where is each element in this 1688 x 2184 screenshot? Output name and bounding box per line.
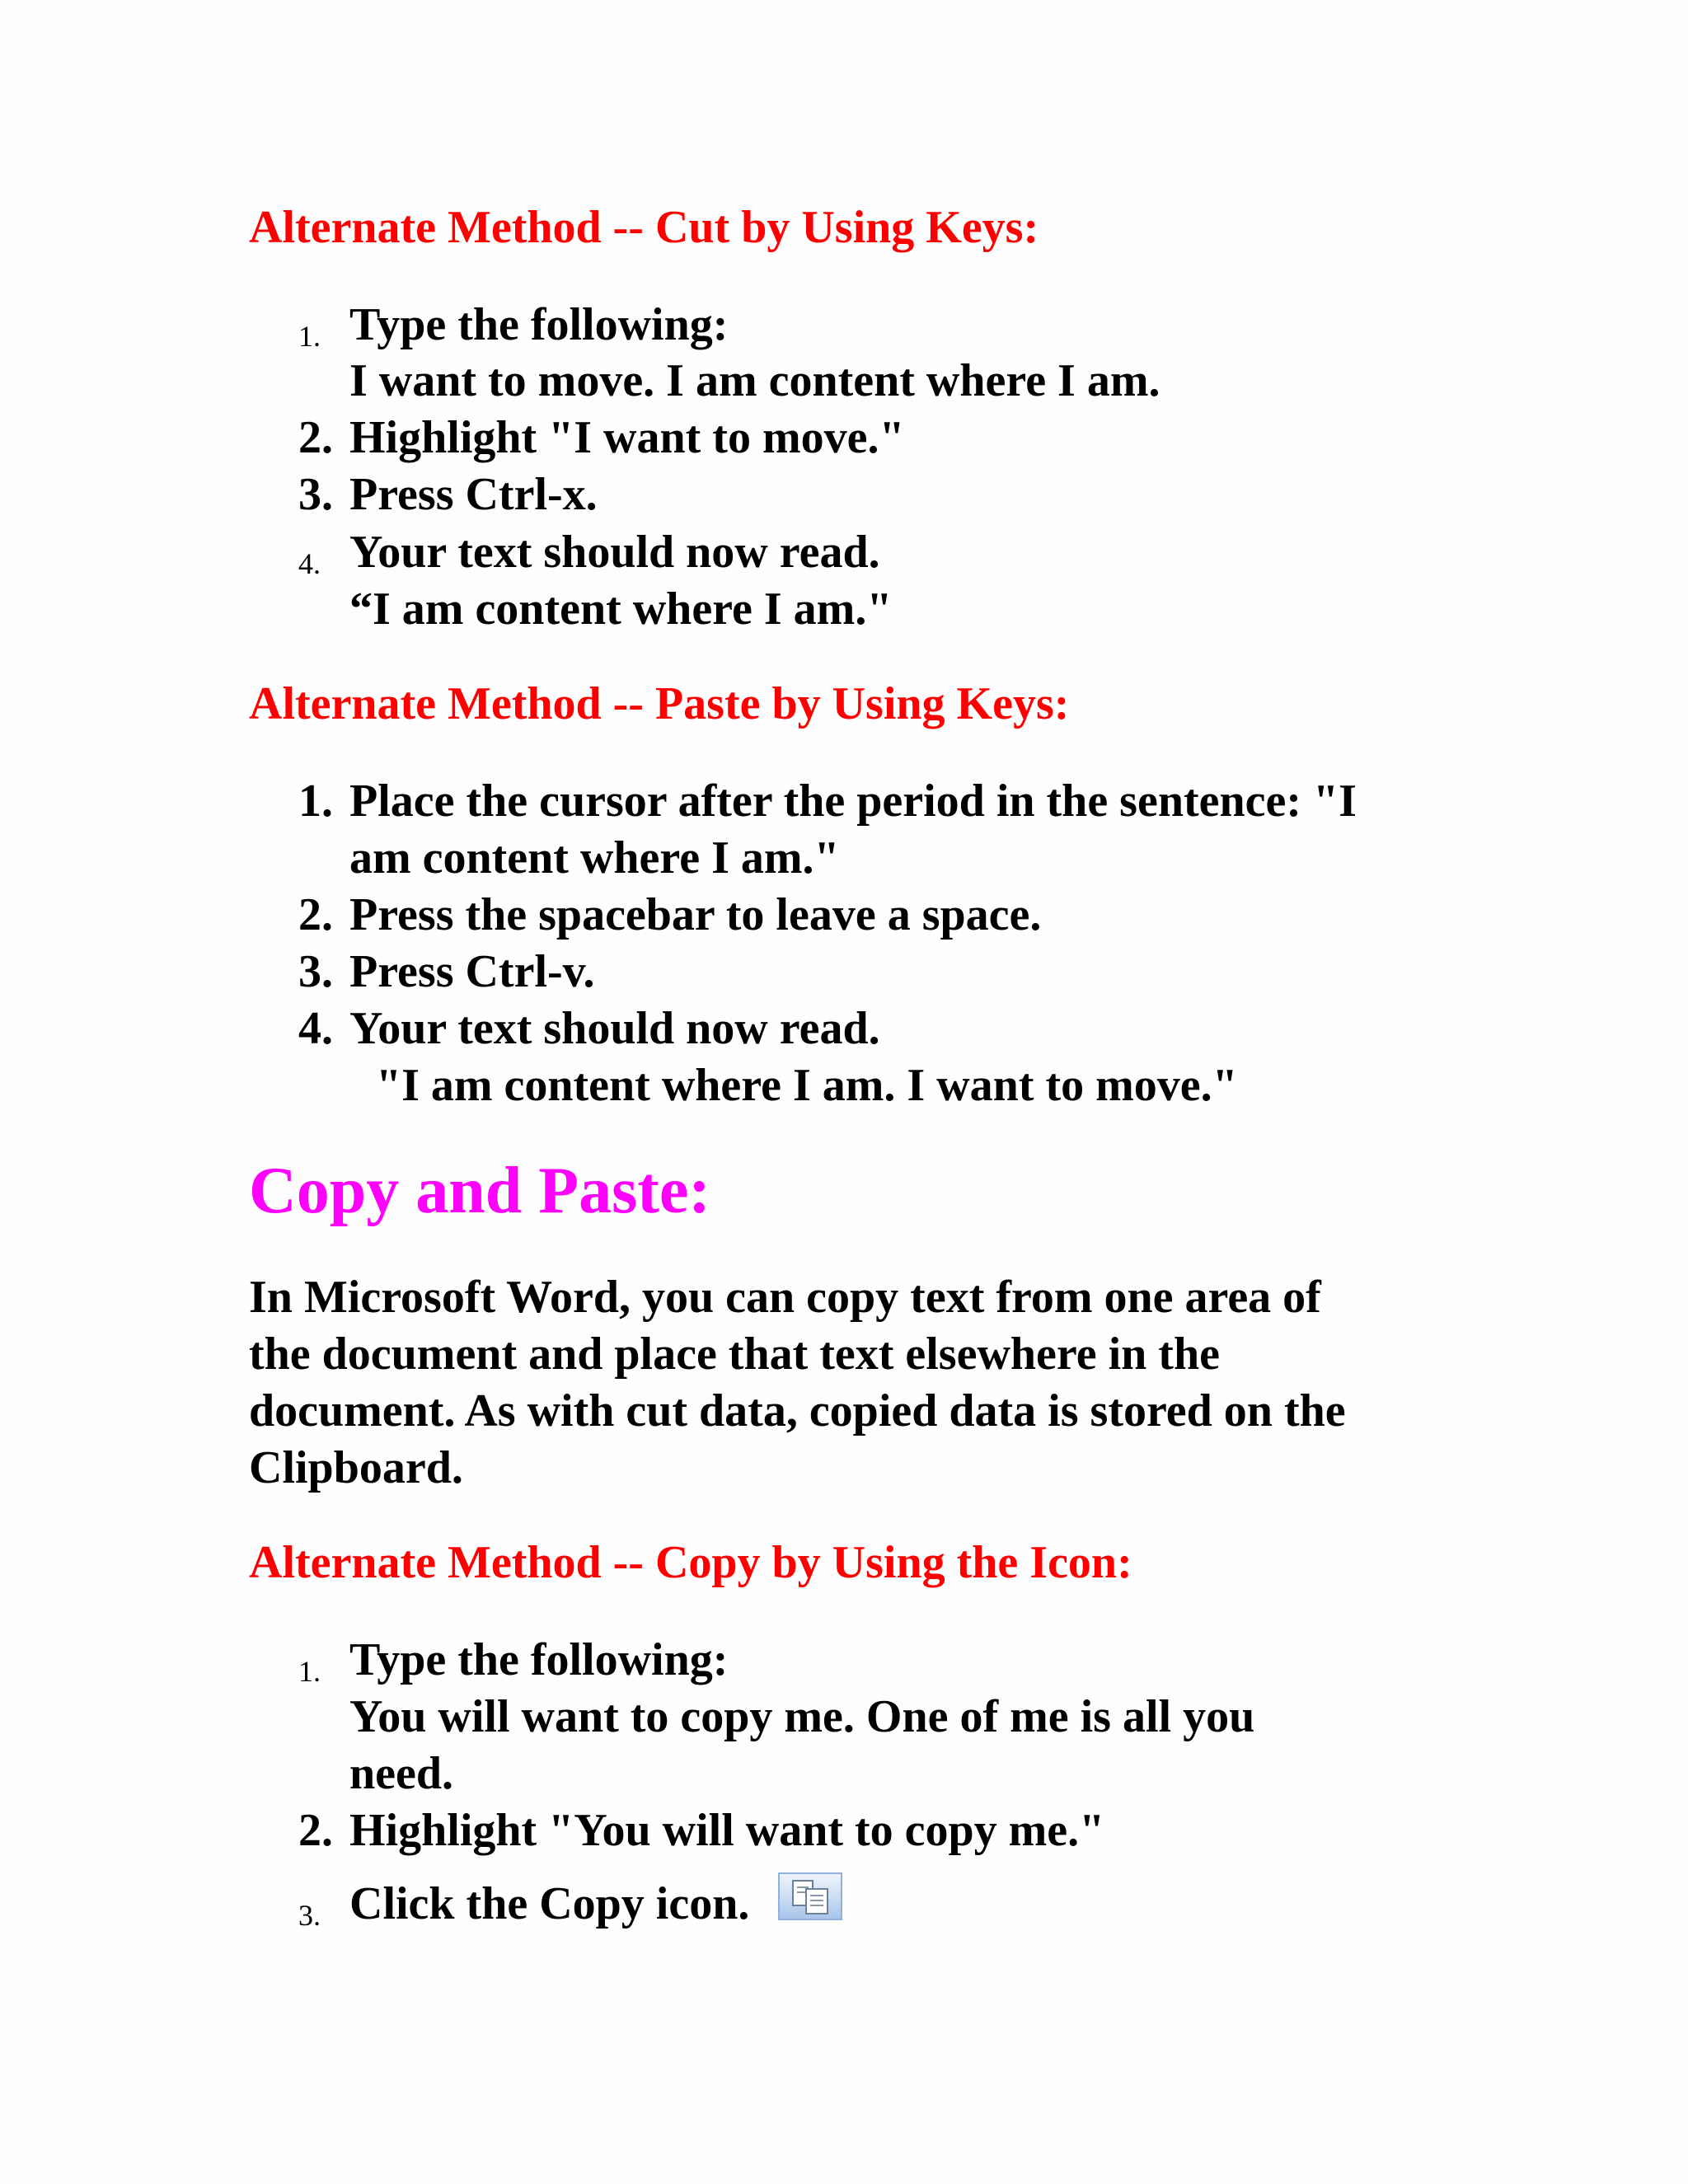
list-item-continuation: am content where I am."	[349, 832, 840, 883]
list-item: Highlight "You will want to copy me."	[349, 1805, 1105, 1856]
list-number: 2.	[298, 412, 333, 463]
list-item: Place the cursor after the period in the sentence: "I	[349, 776, 1357, 827]
list-number: 1.	[298, 776, 333, 827]
paragraph-line: the document and place that text elsewhere in the	[249, 1329, 1220, 1380]
copy-icon-heading: Alternate Method -- Copy by Using the Icon:	[249, 1537, 1132, 1588]
list-number: 2.	[298, 889, 333, 940]
list-item-continuation: “I am content where I am."	[349, 583, 893, 635]
list-item-continuation: need.	[349, 1748, 453, 1799]
paragraph-line: document. As with cut data, copied data is stored on the	[249, 1385, 1346, 1436]
list-item: Type the following:	[349, 299, 729, 350]
list-number: 3.	[298, 1899, 321, 1932]
paragraph-line: Clipboard.	[249, 1442, 463, 1493]
list-number: 4.	[298, 1003, 333, 1054]
list-item-continuation: I want to move. I am content where I am.	[349, 355, 1160, 406]
cut-keys-heading: Alternate Method -- Cut by Using Keys:	[249, 202, 1039, 253]
copy-icon-glyph	[790, 1879, 834, 1917]
list-number: 1.	[298, 320, 321, 353]
list-item: Your text should now read.	[349, 1003, 880, 1054]
paste-keys-heading: Alternate Method -- Paste by Using Keys:	[249, 678, 1070, 729]
list-item-continuation: You will want to copy me. One of me is all you	[349, 1691, 1255, 1742]
list-number: 2.	[298, 1805, 333, 1856]
list-item-continuation: "I am content where I am. I want to move."	[376, 1060, 1238, 1111]
list-item: Highlight "I want to move."	[349, 412, 905, 463]
list-item: Press Ctrl-x.	[349, 469, 598, 520]
page-title: Copy and Paste:	[249, 1155, 711, 1227]
list-item: Your text should now read.	[349, 527, 880, 578]
list-item: Type the following:	[349, 1634, 729, 1685]
list-number: 3.	[298, 946, 333, 997]
list-number: 3.	[298, 469, 333, 520]
list-item: Click the Copy icon.	[349, 1878, 750, 1929]
list-number: 1.	[298, 1655, 321, 1688]
list-item: Press the spacebar to leave a space.	[349, 889, 1042, 940]
paragraph-line: In Microsoft Word, you can copy text from one area of	[249, 1272, 1321, 1323]
list-number: 4.	[298, 547, 321, 580]
copy-icon	[778, 1872, 842, 1920]
list-item: Press Ctrl-v.	[349, 946, 595, 997]
